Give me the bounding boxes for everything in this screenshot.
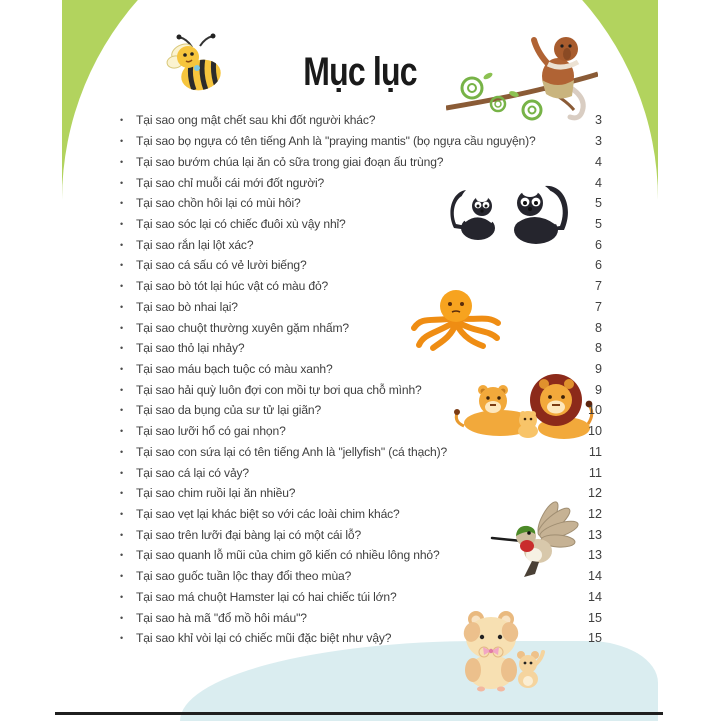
toc-item-page-number: 15 [587,631,602,646]
bullet-icon: • [120,426,124,437]
toc-item-page-number: 8 [594,320,602,335]
toc-item-page-number: 4 [594,154,602,169]
toc-item-title: Tại sao cá sấu có vẻ lười biếng? [136,258,307,273]
toc-item-title: Tại sao chỉ muỗi cái mới đốt người? [136,175,325,190]
toc-item-page-number: 15 [587,610,602,625]
toc-item-page-number: 11 [588,444,602,459]
toc-item-title: Tại sao rắn lại lột xác? [136,237,254,252]
toc-item-title: Tại sao khỉ vòi lại có chiếc mũi đặc biệt như vậy? [136,631,392,646]
toc-item-page-number: 9 [594,382,602,397]
footer-decoration [180,641,658,721]
toc-item-title: Tại sao máu bạch tuộc có màu xanh? [136,361,333,376]
toc-item-title: Tại sao con sứa lại có tên tiếng Anh là "jellyfish" (cá thạch)? [136,444,448,459]
bullet-icon: • [120,529,124,540]
toc-item-title: Tại sao guốc tuần lộc thay đổi theo mùa? [136,569,352,584]
toc-item-page-number: 5 [594,216,602,231]
toc-item [118,255,602,276]
toc-item-page-number: 5 [594,196,602,211]
toc-item [118,110,602,131]
toc-item-title: Tại sao chuột thường xuyên gặm nhấm? [136,320,349,335]
bullet-icon: • [120,467,124,478]
toc-item [118,193,602,214]
toc-item [118,379,602,400]
toc-item-page-number: 9 [594,361,602,376]
bullet-icon: • [120,301,124,312]
toc-item-title: Tại sao bò nhai lại? [136,299,238,314]
toc-item-page-number: 11 [588,465,602,480]
toc-item-page-number: 12 [587,507,602,522]
toc-item-page-number: 6 [594,237,602,252]
toc-item-title: Tại sao sóc lại có chiếc đuôi xù vậy nhỉ? [136,216,346,231]
toc-item [118,421,602,442]
toc-item-title: Tại sao bướm chúa lại ăn cỏ sữa trong giai đoạn ấu trùng? [136,154,444,169]
bullet-icon: • [120,633,124,644]
bullet-icon: • [120,509,124,520]
toc-item [118,504,602,525]
toc-item-page-number: 13 [587,548,602,563]
proboscis-monkey-icon [446,24,598,124]
monkey-illustration [446,24,598,124]
toc-item [118,214,602,235]
toc-item-title: Tại sao hải quỳ luôn đợi con mồi tự bơi qua chỗ mình? [136,382,422,397]
toc-item [118,587,602,608]
toc-item [118,359,602,380]
toc-item [118,628,602,649]
toc-item [118,442,602,463]
bullet-icon: • [120,239,124,250]
toc-item-page-number: 14 [587,569,602,584]
toc-item [118,483,602,504]
bullet-icon: • [120,115,124,126]
toc-item-title: Tại sao má chuột Hamster lại có hai chiếc túi lớn? [136,589,397,604]
toc-item-page-number: 7 [594,299,602,314]
bullet-icon: • [120,343,124,354]
bullet-icon: • [120,612,124,623]
toc-item-page-number: 4 [594,175,602,190]
bullet-icon: • [120,571,124,582]
toc-item [118,234,602,255]
bullet-icon: • [120,136,124,147]
toc-item [118,151,602,172]
bullet-icon: • [120,446,124,457]
bullet-icon: • [120,550,124,561]
bullet-icon: • [120,488,124,499]
page-title: Mục lục [303,50,417,94]
toc-item-page-number: 14 [587,589,602,604]
bullet-icon: • [120,591,124,602]
bullet-icon: • [120,384,124,395]
content-page [62,0,658,721]
bullet-icon: • [120,218,124,229]
toc-item [118,317,602,338]
toc-item [118,524,602,545]
toc-item-page-number: 3 [594,113,602,128]
toc-item-page-number: 10 [587,424,602,439]
toc-item-title: Tại sao thỏ lại nhảy? [136,341,245,356]
toc-item [118,462,602,483]
table-of-contents [118,110,602,649]
toc-item-title: Tại sao hà mã "đổ mồ hôi máu"? [136,610,307,625]
bullet-icon: • [120,260,124,271]
toc-item-page-number: 10 [587,403,602,418]
toc-item [118,400,602,421]
toc-item [118,172,602,193]
toc-item [118,566,602,587]
toc-item-page-number: 12 [587,486,602,501]
page-content [62,0,658,721]
toc-item-title: Tại sao chồn hôi lại có mùi hôi? [136,196,301,211]
bee-icon [162,32,232,97]
toc-item-page-number: 6 [594,258,602,273]
bullet-icon: • [120,363,124,374]
toc-item-page-number: 3 [594,134,602,149]
toc-item [118,545,602,566]
toc-item-title: Tại sao lưỡi hổ có gai nhọn? [136,424,286,439]
toc-item [118,276,602,297]
toc-item-page-number: 7 [594,279,602,294]
bullet-icon: • [120,177,124,188]
toc-item-title: Tại sao chim ruồi lại ăn nhiều? [136,486,296,501]
toc-item-title: Tại sao trên lưỡi đại bàng lại có một cái lỗ? [136,527,362,542]
toc-item-title: Tại sao cá lại có vảy? [136,465,249,480]
bullet-icon: • [120,156,124,167]
bullet-icon: • [120,322,124,333]
bee-illustration [162,32,232,97]
toc-item [118,338,602,359]
toc-item [118,607,602,628]
toc-item-title: Tại sao quanh lỗ mũi của chim gõ kiến có nhiều lông nhỏ? [136,548,440,563]
toc-item-title: Tại sao bọ ngựa có tên tiếng Anh là "praying mantis" (bọ ngựa cầu nguyện)? [136,134,536,149]
toc-item-page-number: 8 [594,341,602,356]
toc-item-title: Tại sao da bụng của sư tử lại giãn? [136,403,322,418]
bullet-icon: • [120,198,124,209]
toc-item [118,296,602,317]
bullet-icon: • [120,281,124,292]
toc-item-title: Tại sao vẹt lại khác biệt so với các loài chim khác? [136,507,400,522]
toc-item-page-number: 13 [587,527,602,542]
bullet-icon: • [120,405,124,416]
toc-item-title: Tại sao bò tót lại húc vật có màu đỏ? [136,279,329,294]
toc-item [118,131,602,152]
page-bottom-edge [55,712,663,715]
toc-item-title: Tại sao ong mật chết sau khi đốt người khác? [136,113,376,128]
